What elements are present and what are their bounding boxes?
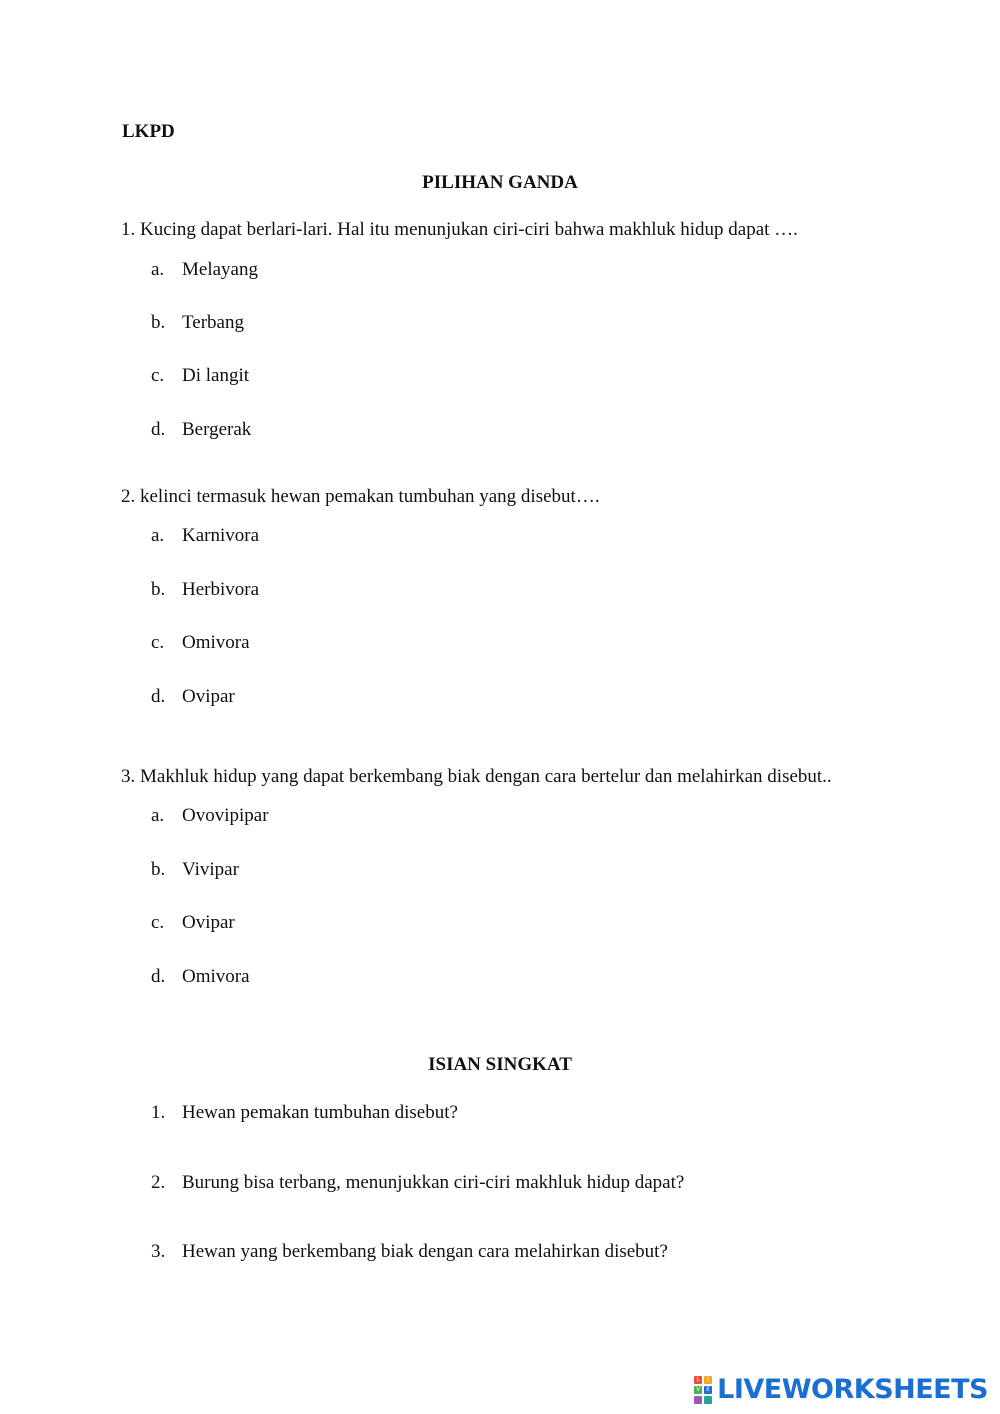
option-letter: c. bbox=[151, 912, 165, 933]
option-letter: a. bbox=[151, 525, 165, 546]
option-letter: a. bbox=[151, 805, 165, 826]
logo-tile: L bbox=[694, 1376, 702, 1384]
option-text: Di langit bbox=[182, 365, 250, 386]
section-heading-short-answer: ISIAN SINGKAT bbox=[428, 1054, 572, 1075]
section-heading-multiple-choice: PILIHAN GANDA bbox=[422, 172, 578, 193]
option-letter: d. bbox=[151, 686, 166, 707]
option-letter: c. bbox=[151, 365, 165, 386]
option-text: Omivora bbox=[182, 966, 250, 987]
logo-tile bbox=[694, 1396, 702, 1404]
option-text: Melayang bbox=[182, 259, 258, 280]
option-letter: a. bbox=[151, 259, 165, 280]
option-text: Vivipar bbox=[182, 859, 239, 880]
question-1: 1. Kucing dapat berlari-lari. Hal itu menunjukan ciri-ciri bahwa makhluk hidup dapat …. bbox=[121, 219, 798, 240]
document-title: LKPD bbox=[122, 121, 175, 142]
option-letter: b. bbox=[151, 312, 166, 333]
option-text: Karnivora bbox=[182, 525, 260, 546]
short-answer-number: 1. bbox=[151, 1102, 166, 1123]
liveworksheets-brand-text: LIVEWORKSHEETS bbox=[717, 1374, 988, 1405]
option-letter: c. bbox=[151, 632, 165, 653]
short-answer-number: 3. bbox=[151, 1241, 166, 1262]
logo-tile bbox=[704, 1396, 712, 1404]
logo-tile: E bbox=[704, 1386, 712, 1394]
liveworksheets-logo bbox=[694, 1374, 988, 1405]
short-answer-question: Hewan pemakan tumbuhan disebut? bbox=[182, 1102, 458, 1123]
option-letter: b. bbox=[151, 859, 166, 880]
short-answer-number: 2. bbox=[151, 1172, 166, 1193]
option-text: Ovipar bbox=[182, 912, 235, 933]
option-text: Ovovipipar bbox=[182, 805, 269, 826]
option-letter: d. bbox=[151, 419, 166, 440]
question-2: 2. kelinci termasuk hewan pemakan tumbuhan yang disebut…. bbox=[121, 486, 600, 507]
logo-tile: I bbox=[704, 1376, 712, 1384]
option-text: Herbivora bbox=[182, 579, 260, 600]
option-text: Bergerak bbox=[182, 419, 252, 440]
option-letter: b. bbox=[151, 579, 166, 600]
short-answer-question: Hewan yang berkembang biak dengan cara melahirkan disebut? bbox=[182, 1241, 668, 1262]
liveworksheets-logo-icon bbox=[694, 1376, 712, 1404]
option-text: Omivora bbox=[182, 632, 250, 653]
option-text: Terbang bbox=[182, 312, 244, 333]
option-letter: d. bbox=[151, 966, 166, 987]
option-text: Ovipar bbox=[182, 686, 235, 707]
logo-tile: V bbox=[696, 1385, 701, 1393]
short-answer-question: Burung bisa terbang, menunjukkan ciri-ciri makhluk hidup dapat? bbox=[182, 1172, 685, 1193]
question-3: 3. Makhluk hidup yang dapat berkembang biak dengan cara bertelur dan melahirkan disebut.. bbox=[121, 766, 832, 787]
